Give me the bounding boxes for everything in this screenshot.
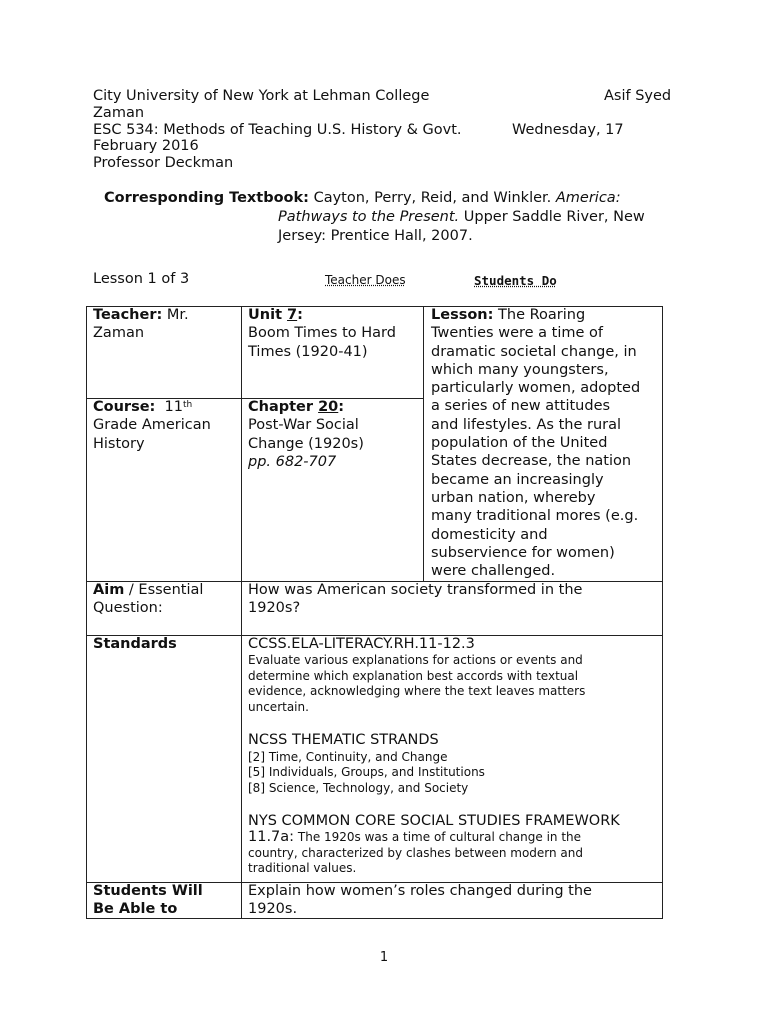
unit-colon: : [297, 307, 303, 323]
swbat-label-2: Be Able to [93, 901, 178, 918]
date-part-2: February 2016 [93, 138, 199, 154]
standards-label [93, 635, 177, 653]
lesson-line: domesticity and [431, 526, 548, 543]
teacher-value-1: Mr. [162, 307, 189, 323]
teacher-content [93, 306, 189, 343]
chapter-colon: : [338, 399, 345, 415]
course-sup: th [183, 400, 193, 410]
standards-label-text: Standards [93, 636, 177, 652]
aim-value-2: 1920s? [248, 600, 301, 617]
teacher-value-2: Zaman [93, 325, 145, 342]
lesson-line: Twenties were a time of [431, 325, 604, 342]
course-content [93, 398, 211, 453]
textbook-title-2: Pathways to the Present. [278, 209, 460, 225]
aim-label-rest: / Essential [124, 582, 204, 598]
lesson-line: dramatic societal change, in [431, 343, 637, 360]
unit-label: Unit [248, 307, 288, 323]
ccss-desc-line: evidence, acknowledging where the text leaves matters [248, 684, 586, 699]
textbook-label: Corresponding Textbook: [104, 190, 309, 206]
lesson-line: were challenged. [431, 563, 556, 580]
swbat-value-2: 1920s. [248, 901, 298, 918]
textbook-publisher-1: Upper Saddle River, New [459, 209, 645, 225]
professor: Professor Deckman [93, 155, 234, 171]
unit-number: 7 [287, 307, 298, 323]
ccss-desc-line: determine which explanation best accords with textual [248, 668, 579, 683]
date-part-1: Wednesday, 17 [512, 122, 624, 138]
swbat-label-1: Students Will [93, 883, 203, 899]
lesson-line: and lifestyles. As the rural [431, 416, 622, 433]
textbook-citation [104, 189, 684, 246]
chapter-value-1: Post-War Social [248, 417, 359, 434]
nys-desc-2: country, characterized by clashes between modern and [248, 845, 584, 860]
teacher-label: Teacher: [93, 307, 163, 323]
nys-desc-3: traditional values. [248, 861, 357, 876]
standards-label-cell [86, 635, 242, 883]
lesson-line: urban nation, whereby [431, 489, 596, 506]
lesson-line: many traditional mores (e.g. [431, 508, 639, 525]
ccss-desc-line: uncertain. [248, 699, 309, 714]
lesson-line: particularly women, adopted [431, 380, 641, 397]
course-title: ESC 534: Methods of Teaching U.S. History & Govt. [93, 122, 462, 138]
standards-content [248, 635, 658, 877]
page-number: 1 [379, 950, 389, 965]
course-label: Course: [93, 399, 156, 415]
aim-value [248, 581, 582, 618]
nys-title: NYS COMMON CORE SOCIAL STUDIES FRAMEWORK [248, 813, 620, 830]
ncss-item: [5] Individuals, Groups, and Institutions [248, 765, 485, 780]
lesson-line: States decrease, the nation [431, 453, 632, 470]
swbat-value-1: Explain how women’s roles changed during the [248, 883, 592, 899]
ncss-title: NCSS THEMATIC STRANDS [248, 732, 439, 749]
aim-label-bold: Aim [93, 582, 125, 598]
lesson-line: became an increasingly [431, 471, 604, 488]
chapter-number: 20 [318, 399, 339, 415]
chapter-label: Chapter [248, 399, 319, 415]
lesson-line: population of the United [431, 435, 608, 452]
chapter-value-2: Change (1920s) [248, 435, 364, 452]
nys-code: 11.7a: [248, 829, 295, 846]
author-last-name: Zaman [93, 105, 145, 121]
aim-value-1: How was American society transformed in the [248, 582, 583, 598]
lesson-label: Lesson: [431, 307, 494, 323]
course-number: 11 [155, 399, 184, 415]
course-value-1: Grade American [93, 417, 211, 434]
lesson-line: subservience for women) [431, 544, 615, 561]
ncss-item: [8] Science, Technology, and Society [248, 780, 469, 795]
lesson-content [431, 306, 640, 580]
textbook-authors: Cayton, Perry, Reid, and Winkler. [308, 190, 556, 206]
textbook-title-1: America: [555, 190, 621, 206]
chapter-content [248, 398, 364, 471]
unit-value-1: Boom Times to Hard [248, 325, 396, 342]
lesson-line: The Roaring [493, 307, 586, 323]
institution: City University of New York at Lehman College [93, 88, 430, 104]
swbat-label [93, 882, 203, 919]
chapter-pages: pp. 682-707 [248, 453, 337, 470]
ccss-code: CCSS.ELA-LITERACY.RH.11-12.3 [248, 636, 475, 652]
unit-value-2: Times (1920-41) [248, 343, 368, 360]
lesson-count: Lesson 1 of 3 [93, 271, 190, 287]
lesson-line: which many youngsters, [431, 361, 609, 378]
aim-label [93, 581, 203, 618]
author-first-name: Asif Syed [604, 88, 672, 104]
textbook-publisher-2: Jersey: Prentice Hall, 2007. [278, 228, 473, 244]
students-do-label: Students Do [474, 273, 557, 288]
nys-desc-1: The 1920s was a time of cultural change in the [294, 830, 582, 845]
ccss-desc-line: Evaluate various explanations for actions or events and [248, 653, 583, 668]
teacher-does-label: Teacher Does [325, 273, 406, 287]
swbat-value [248, 882, 592, 919]
ncss-item: [2] Time, Continuity, and Change [248, 749, 448, 764]
lesson-line: a series of new attitudes [431, 398, 611, 415]
unit-content [248, 306, 396, 361]
aim-label-2: Question: [93, 600, 163, 617]
course-value-2: History [93, 435, 145, 452]
